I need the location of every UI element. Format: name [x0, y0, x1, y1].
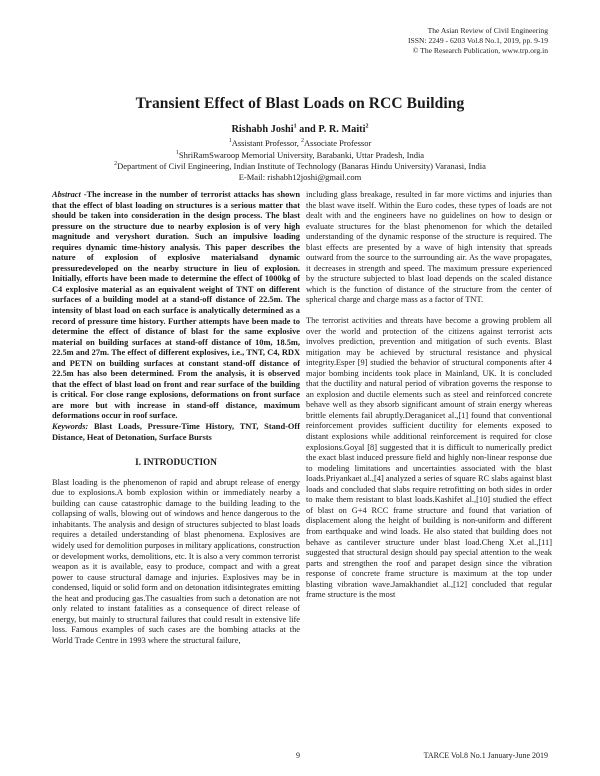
paper-title: Transient Effect of Blast Loads on RCC Building [135, 95, 465, 112]
paragraph-gap [306, 306, 552, 316]
author-and: and [296, 124, 319, 135]
keywords-text: Blast Loads, Pressure-Time History, TNT, Stand-Off Distance, Heat of Detonation, Surface Bursts [52, 422, 300, 442]
intro-paragraph-3: The terrorist activities and threats have become a growing problem all over the world and protection of the citizens against terrorist acts involves prediction, prevention and mitigation of such events. Blast mitigation may be achieved by structural resistance and physical integrity.Esper [9] studied the behavior of structural components after 4 major bombing incidents took place in Mainland, UK. It is concluded that the ductility and natural period of vibration governs the response to an explosion and ductile elements such as steel and reinforced concrete behave well as they absorb significant amount of strain energy whereas brittle elements fail abruptly.Deraganicet al.,[1] found that conventional reinforcement provides sufficient ductility for elements exposed to distant explosions while additional reinforcement is required for close explosions.Goyal [8] suggested that it is difficult to numerically predict the exact blast induced pressure field and highly non-linear response due to modeling limitations and uncertainties associated with the blast loads.Priyankaet al.,[4] analyzed a series of square RC slabs against blast loads and concluded that slabs require retrofitting on both sides in order to make them resistant to blast loads.Kashifet al.,[10] studied the effect of blast on G+4 RCC frame structure and found that variation of displacement along the height of building is non-uniform and different from earthquake and wind loads. He also stated that building does not behave as cantilever structure under blast load.Cheng X.et al.,[11] suggested that structural design should pay special attention to the weak parts and strengthen the roof and parapet design since the vibration response of concrete frame structure is maximum at the top under blasting vibration wave.Jamakhandiet al.,[12] concluded that regular frame structure is the most [306, 316, 552, 600]
journal-header [248, 26, 548, 56]
footer-journal-issue: TARCE Vol.8 No.1 January-June 2019 [423, 751, 548, 760]
keywords-label: Keywords: [52, 422, 89, 432]
aff-role-2: Associate Professor [304, 138, 372, 148]
aff-text-2: Department of Civil Engineering, Indian Institute of Technology (Banaras Hindu University) Varanasi, India [117, 161, 486, 171]
abstract [52, 190, 300, 422]
aff-sup: 2 [301, 138, 305, 145]
author-1-sup: 1 [293, 123, 297, 130]
abstract-label: Abstract [52, 190, 81, 199]
aff-role-1: Assistant Professor, [231, 138, 302, 148]
affiliation-2 [30, 161, 570, 171]
affiliation-roles [30, 138, 570, 148]
author-1: Rishabh Joshi [231, 124, 294, 135]
journal-name: The Asian Review of Civil Engineering [427, 26, 548, 35]
author-email: E-Mail: rishabh12joshi@gmail.com [238, 172, 362, 182]
left-column [52, 190, 300, 646]
author-2: P. R. Maiti [318, 124, 366, 135]
section-heading-introduction: I. INTRODUCTION [135, 457, 217, 468]
keywords [52, 422, 300, 443]
abstract-text: -The increase in the number of terrorist attacks has shown that the effect of blast loading on structures is a serious matter that should be taken into consideration in the design process. The blast pressure on the structure due to nearby explosion is of very high magnitude and veryshort duration. Such an impulsive loading requires dynamic time-history analysis. This paper describes the nature of explosion of explosive materialsand dynamic pressuredeveloped on the nearby structure in lieu of explosion. Initially, efforts have been made to determine the effect of 1000kg of C4 explosive material as an equivalent weight of TNT on different surfaces of a building model at a stand-off distance of 22.5m. The intensity of blast load on each surface is analytically determined as a record of pressure time history. Further attempts have been made to determine the effect of distance of blast for the same explosive material on building surfaces at stand-off distance of 10m, 18.5m, 22.5m and 27m. The effect of different explosives, i.e., TNT, C4, RDX and PETN on building surfaces at constant stand-off distance of 22.5m has also been determined. From the analysis, it is observed that the effect of blast load on front and rear surface of the building is critical. For close range explosions, deformations on front surface are more but with increase in stand-off distance, maximum deformations occur in roof surface. [52, 190, 300, 421]
intro-paragraph-1: Blast loading is the phenomenon of rapid and abrupt release of energy due to explosions.A bomb explosion within or immediately nearby a building can cause catastrophic damage to the building leading to the collapsing of walls, blowing out of windows and hence dangerous to the inhabitants. The analysis and design of structures subjected to blast loads requires a detailed understanding of blast phenomena. Explosives are widely used for demolition purposes in military applications, construction or development works, demolitions, etc. It is also a very common terrorist weapon as it is available, easy to produce, compact and with a great power to cause structural damage and injuries. Explosives may be in condensed, liquid or solid form and on detonation itdisintegrates emitting the heat and producing gas.The casualties from such a detonation are not only related to instant fatalities as a consequence of direct release of energy, but mainly to structural failures that could result in extensive life loss. Famous examples of such cases are the bombing attacks at the World Trade Centre in 1993 where the structural failure, [52, 477, 300, 645]
journal-issn: ISSN: 2249 - 6203 Vol.8 No.1, 2019, pp. 9-19 [407, 36, 548, 45]
aff-sup: 1 [228, 138, 232, 145]
aff-sup: 2 [114, 161, 118, 168]
author-2-sup: 2 [365, 123, 369, 130]
author-line [40, 124, 560, 135]
journal-publisher: © The Research Publication, www.trp.org.in [412, 46, 548, 55]
right-column [306, 190, 552, 601]
intro-paragraph-2: including glass breakage, resulted in far more victims and injuries than the blast wave itself. Within the Euro codes, these types of loads are not dealt with and the engineers have no guidelines on how to design or evaluate structures for the blast phenomenon for which the detailed understanding of the dynamic response of the structure is required. The blast effects are presented by a wave of high intensity that spreads outward from the source to the surrounding air. As the wave propagates, it decreases in strength and speed. The maximum pressure experienced by the structure subjected to blast load depends on the scaled distance which is the function of distance of the structure from the center of spherical charge and charge mass as a factor of TNT. [306, 190, 552, 305]
page-number: 9 [296, 751, 300, 760]
aff-sup: 1 [175, 150, 179, 157]
aff-text-1: ShriRamSwaroop Memorial University, Barabanki, Uttar Pradesh, India [178, 150, 425, 160]
affiliation-1 [30, 150, 570, 160]
